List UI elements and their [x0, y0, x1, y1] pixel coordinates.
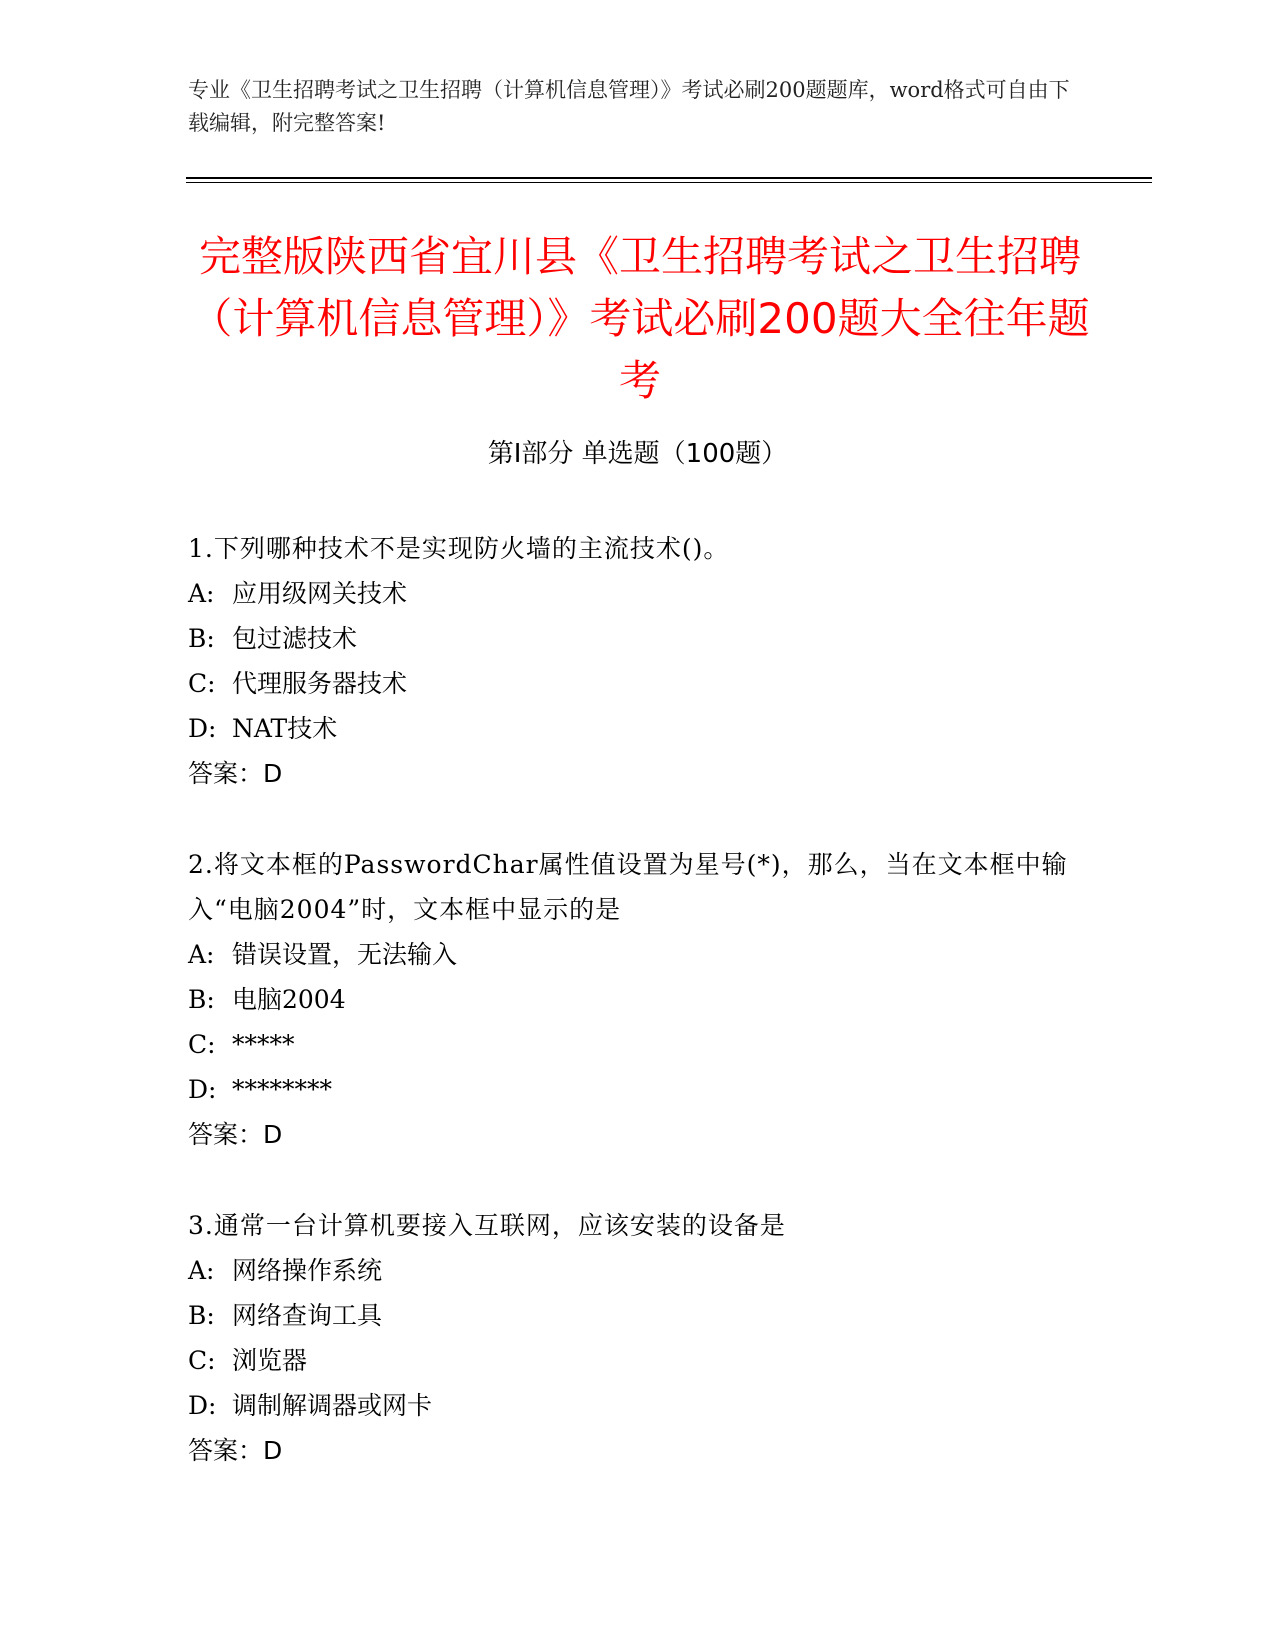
option-b — [188, 977, 1088, 1022]
question-stem: 1.下列哪种技术不是实现防火墙的主流技术()。 — [188, 534, 730, 563]
option-key: B: — [188, 624, 215, 653]
answer: 答案：D — [188, 759, 283, 788]
option-text: 网络查询工具 — [232, 1301, 383, 1330]
option-c — [188, 1338, 1088, 1383]
option-a — [188, 571, 1088, 616]
option-key: B: — [188, 1301, 215, 1330]
option-text: 应用级网关技术 — [232, 579, 408, 608]
option-text: 浏览器 — [232, 1346, 308, 1375]
option-key: A: — [188, 940, 215, 969]
option-key: D: — [188, 1075, 217, 1104]
option-b — [188, 616, 1088, 661]
option-text: 网络操作系统 — [232, 1256, 383, 1285]
option-a — [188, 932, 1088, 977]
option-key: C: — [188, 1346, 216, 1375]
question-3 — [188, 1203, 1088, 1473]
answer: 答案：D — [188, 1120, 283, 1149]
option-d — [188, 1067, 1088, 1112]
question-2 — [188, 842, 1088, 1157]
option-text: 代理服务器技术 — [232, 669, 408, 698]
option-key: C: — [188, 1030, 216, 1059]
header-rule-thin — [186, 182, 1152, 183]
option-key: D: — [188, 714, 217, 743]
question-list — [188, 526, 1088, 1519]
answer: 答案：D — [188, 1436, 283, 1465]
option-text: 包过滤技术 — [232, 624, 358, 653]
option-key: D: — [188, 1391, 217, 1420]
question-stem: 2.将文本框的PasswordChar属性值设置为星号(*)，那么，当在文本框中输入“电脑2004”时，文本框中显示的是 — [188, 850, 1068, 924]
header-note: 专业《卫生招聘考试之卫生招聘（计算机信息管理）》考试必刷200题题库，word格式可自由下载编辑，附完整答案! — [188, 78, 1070, 135]
option-c — [188, 1022, 1088, 1067]
option-key: A: — [188, 1256, 215, 1285]
option-text: 错误设置，无法输入 — [232, 940, 458, 969]
question-stem: 3.通常一台计算机要接入互联网，应该安装的设备是 — [188, 1211, 786, 1240]
header-rule-thick — [186, 177, 1152, 179]
question-1 — [188, 526, 1088, 796]
option-c — [188, 661, 1088, 706]
option-key: B: — [188, 985, 215, 1014]
section-heading: 第Ⅰ部分 单选题（100题） — [487, 439, 788, 469]
option-key: A: — [188, 579, 215, 608]
option-text: 电脑2004 — [232, 985, 346, 1014]
option-d — [188, 706, 1088, 751]
option-key: C: — [188, 669, 216, 698]
option-text: 调制解调器或网卡 — [232, 1391, 433, 1420]
option-a — [188, 1248, 1088, 1293]
option-d — [188, 1383, 1088, 1428]
option-b — [188, 1293, 1088, 1338]
option-text: ******** — [232, 1075, 332, 1104]
document-title: 完整版陕西省宜川县《卫生招聘考试之卫生招聘（计算机信息管理）》考试必刷200题大全往年题考 — [190, 232, 1090, 405]
option-text: NAT技术 — [232, 714, 338, 743]
option-text: ***** — [232, 1030, 295, 1059]
